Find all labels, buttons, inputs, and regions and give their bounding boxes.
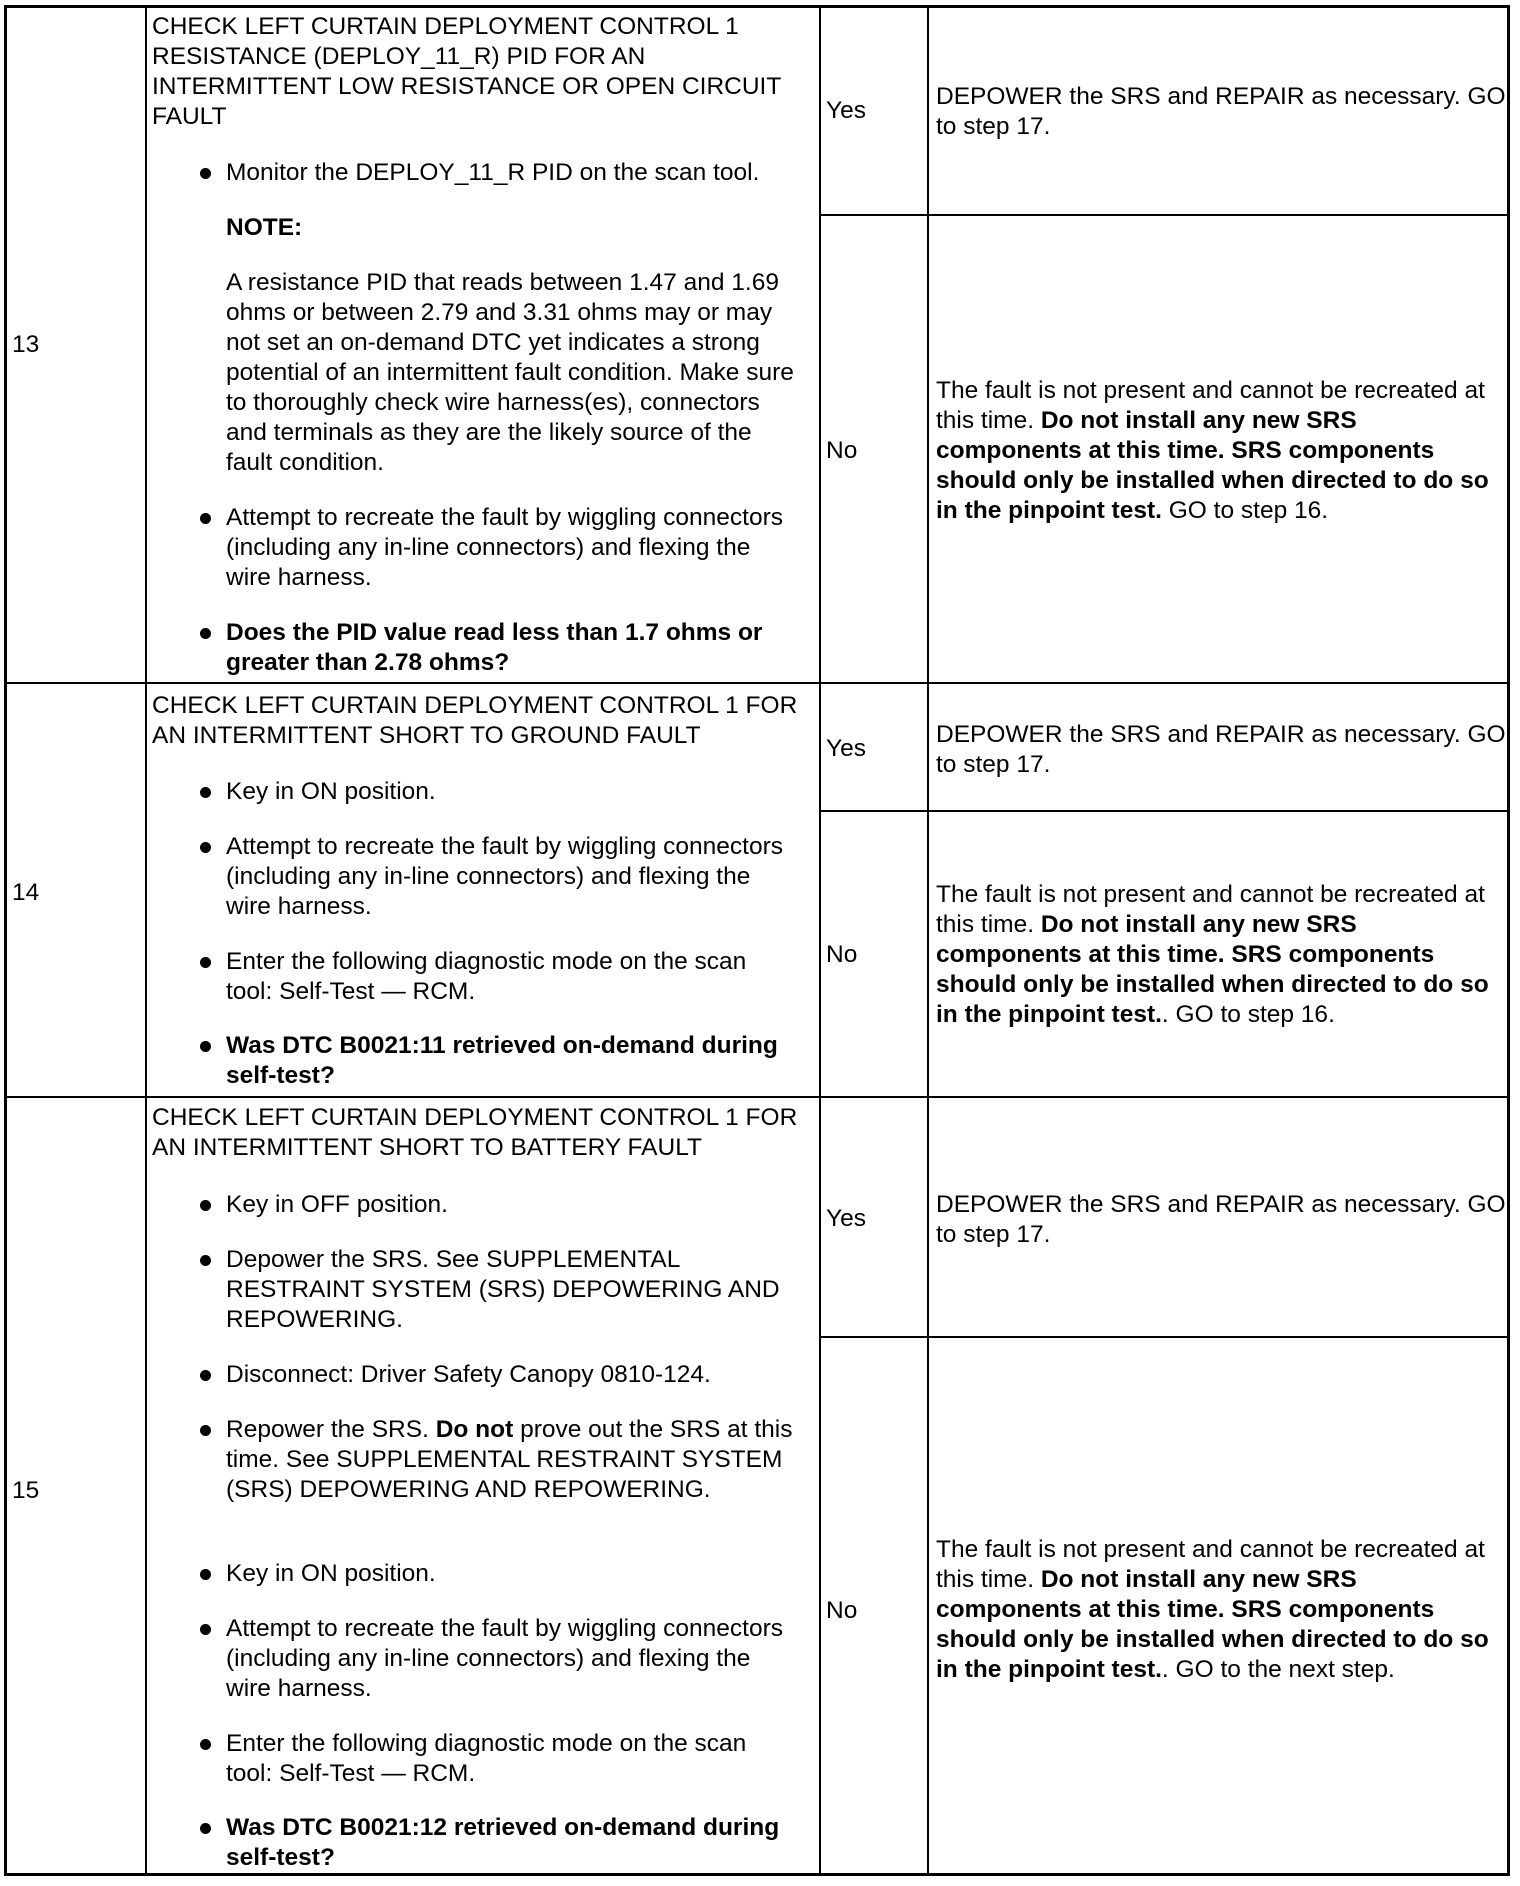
step-heading: CHECK LEFT CURTAIN DEPLOYMENT CONTROL 1 FOR AN INTERMITTENT SHORT TO GROUND FAULT <box>152 692 798 749</box>
step-number: 15 <box>12 1477 40 1504</box>
instruction-item: Key in ON position. <box>226 777 796 807</box>
instruction-item <box>226 1415 796 1505</box>
answer-no: No <box>826 941 858 968</box>
no-result-text: The fault is not present and cannot be recreated at this time. <box>936 881 1485 938</box>
instruction-item: Disconnect: Driver Safety Canopy 0810-124. <box>226 1360 796 1390</box>
column-divider <box>145 5 147 1876</box>
no-result-goto: . GO to step 16. <box>1161 1001 1335 1028</box>
step-heading: CHECK LEFT CURTAIN DEPLOYMENT CONTROL 1 RESISTANCE (DEPLOY_11_R) PID FOR AN INTERMITTENT LOW RESISTANCE OR OPEN CIRCUIT FAULT <box>152 13 781 130</box>
no-result-text: The fault is not present and cannot be recreated at this time. <box>936 1536 1485 1593</box>
repower-warning: Do not <box>435 1416 514 1443</box>
answer-yes: Yes <box>826 97 866 124</box>
no-result-goto: GO to step 16. <box>1168 497 1329 524</box>
instruction-question: Does the PID value read less than 1.7 ohms or greater than 2.78 ohms? <box>226 618 796 678</box>
answer-no: No <box>826 1597 858 1624</box>
row-divider <box>4 1096 1510 1098</box>
no-result <box>936 880 1506 1030</box>
answer-yes: Yes <box>826 735 866 762</box>
answer-no: No <box>826 437 858 464</box>
column-divider <box>819 5 821 1876</box>
instruction-item: Enter the following diagnostic mode on the scan tool: Self-Test — RCM. <box>226 1729 796 1789</box>
no-result-text: The fault is not present and cannot be recreated at this time. <box>936 377 1485 434</box>
no-result-warning: Do not install any new SRS components at this time. SRS components should only be installed when directed to do so in the pinpoint test. <box>936 1566 1489 1683</box>
instruction-item: Monitor the DEPLOY_11_R PID on the scan tool. <box>226 158 796 188</box>
step-heading: CHECK LEFT CURTAIN DEPLOYMENT CONTROL 1 FOR AN INTERMITTENT SHORT TO BATTERY FAULT <box>152 1104 798 1161</box>
yes-no-divider <box>819 810 1510 812</box>
step-number: 13 <box>12 331 40 358</box>
no-result <box>936 376 1506 526</box>
repower-text-end: prove out the SRS at this time. See SUPPLEMENTAL RESTRAINT SYSTEM (SRS) DEPOWERING AND REPOWERING. <box>226 1416 793 1503</box>
instruction-item: Depower the SRS. See SUPPLEMENTAL RESTRAINT SYSTEM (SRS) DEPOWERING AND REPOWERING. <box>226 1245 796 1335</box>
answer-yes: Yes <box>826 1205 866 1232</box>
yes-result: DEPOWER the SRS and REPAIR as necessary. GO to step 17. <box>936 83 1506 140</box>
note-label: NOTE: <box>226 214 303 241</box>
step-number: 14 <box>12 879 40 906</box>
instruction-question: Was DTC B0021:12 retrieved on-demand during self-test? <box>226 1813 796 1873</box>
row-divider <box>4 682 1510 684</box>
yes-result: DEPOWER the SRS and REPAIR as necessary. GO to step 17. <box>936 721 1506 778</box>
no-result-goto: . GO to the next step. <box>1161 1656 1395 1683</box>
instruction-item: Attempt to recreate the fault by wiggling connectors (including any in-line connectors) and flexing the wire harness. <box>226 1614 796 1704</box>
yes-no-divider <box>819 1336 1510 1338</box>
yes-no-divider <box>819 214 1510 216</box>
instruction-item: Key in ON position. <box>226 1559 796 1589</box>
no-result <box>936 1535 1506 1685</box>
instruction-item: Key in OFF position. <box>226 1190 796 1220</box>
note-text: A resistance PID that reads between 1.47 and 1.69 ohms or between 2.79 and 3.31 ohms may or may not set an on-demand DTC yet indicates a strong potential of an intermittent fault condition. Make sure to thoroughly check wire harness(es), connectors and terminals as they are the likely source of the fault condition. <box>226 269 794 476</box>
instruction-question: Was DTC B0021:11 retrieved on-demand during self-test? <box>226 1031 796 1091</box>
instruction-item: Enter the following diagnostic mode on the scan tool: Self-Test — RCM. <box>226 947 796 1007</box>
column-divider <box>927 5 929 1876</box>
repower-text: Repower the SRS. <box>226 1416 429 1443</box>
instruction-item: Attempt to recreate the fault by wiggling connectors (including any in-line connectors) and flexing the wire harness. <box>226 832 796 922</box>
no-result-warning: Do not install any new SRS components at this time. SRS components should only be installed when directed to do so in the pinpoint test. <box>936 407 1489 524</box>
no-result-warning: Do not install any new SRS components at this time. SRS components should only be installed when directed to do so in the pinpoint test. <box>936 911 1489 1028</box>
yes-result: DEPOWER the SRS and REPAIR as necessary. GO to step 17. <box>936 1191 1506 1248</box>
instruction-item: Attempt to recreate the fault by wiggling connectors (including any in-line connectors) and flexing the wire harness. <box>226 503 796 593</box>
